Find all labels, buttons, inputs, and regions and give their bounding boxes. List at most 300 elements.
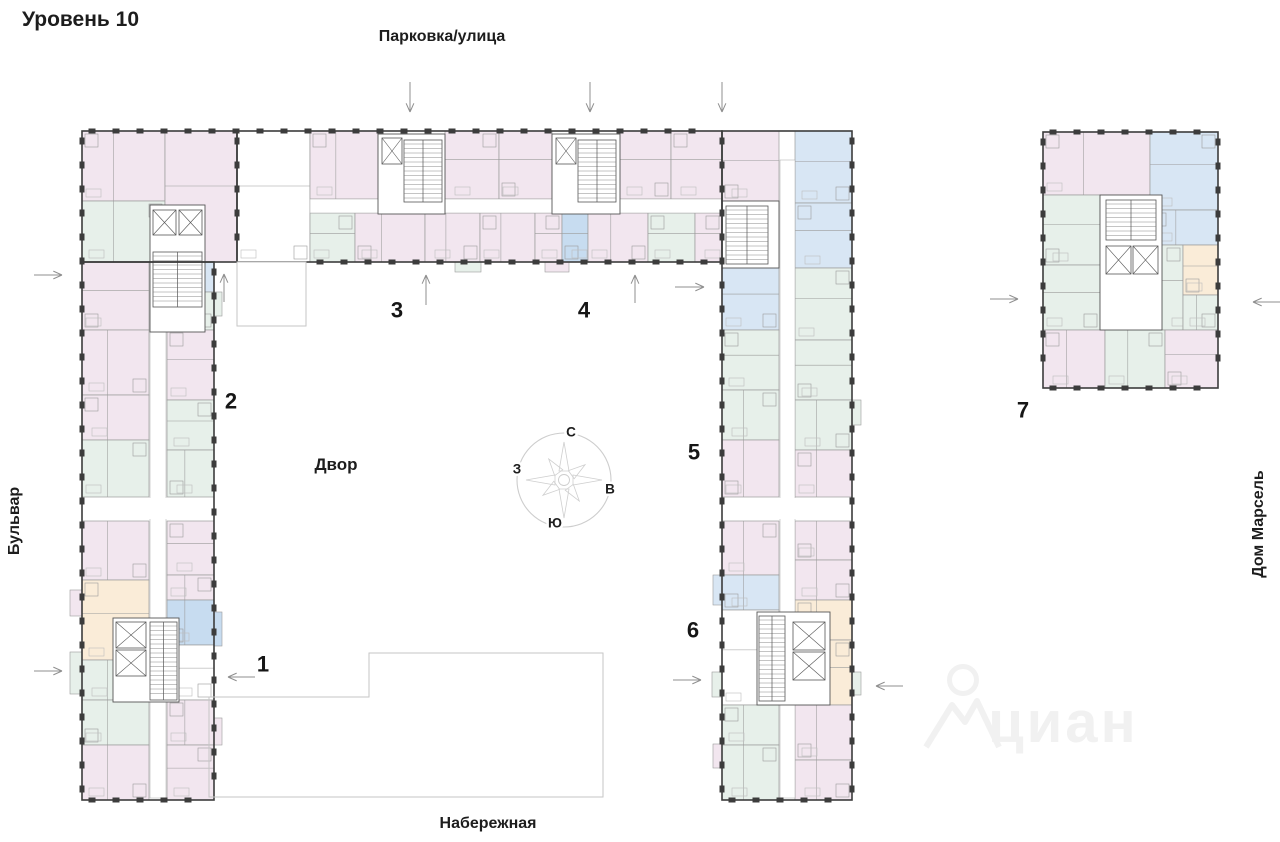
facade-tick xyxy=(80,786,85,793)
facade-tick xyxy=(1041,259,1046,266)
facade-tick xyxy=(161,129,168,134)
facade-tick xyxy=(1041,307,1046,314)
facade-tick xyxy=(473,129,480,134)
facade-tick xyxy=(720,594,725,601)
facade-tick xyxy=(80,498,85,505)
apartment-cell xyxy=(167,700,214,745)
facade-tick xyxy=(212,677,217,684)
facade-tick xyxy=(80,522,85,529)
facade-tick xyxy=(720,402,725,409)
apartment-cell xyxy=(722,575,779,610)
entrance-arrow-left-bottom-head xyxy=(53,671,62,675)
facade-tick xyxy=(720,138,725,145)
corridor xyxy=(310,199,722,213)
facade-tick xyxy=(593,129,600,134)
facade-tick xyxy=(1041,187,1046,194)
facade-tick xyxy=(1041,331,1046,338)
facade-tick xyxy=(137,129,144,134)
entrance-arrow-courtyard-s1-head xyxy=(228,677,237,681)
entrance-arrow-tower-west-head xyxy=(1009,295,1018,299)
facade-tick xyxy=(850,786,855,793)
watermark-text: циан xyxy=(988,690,1139,755)
compass-hub xyxy=(559,475,570,486)
apartment-cell xyxy=(480,213,535,262)
facade-tick xyxy=(212,773,217,780)
facade-tick xyxy=(113,798,120,803)
apartment-cell xyxy=(237,131,310,262)
facade-tick xyxy=(720,690,725,697)
apartment-cell xyxy=(795,203,852,268)
apartment-cell xyxy=(795,268,852,340)
facade-tick xyxy=(1216,259,1221,266)
facade-tick xyxy=(185,798,192,803)
facade-tick xyxy=(212,413,217,420)
entrance-arrow-courtyard-s5-head xyxy=(695,283,704,287)
section-label-2: 2 xyxy=(224,388,238,414)
apartment-cell xyxy=(535,213,562,262)
facade-tick xyxy=(677,260,684,265)
facade-tick xyxy=(1216,235,1221,242)
facade-tick xyxy=(720,354,725,361)
facade-tick xyxy=(80,426,85,433)
facade-tick xyxy=(80,138,85,145)
facade-tick xyxy=(353,129,360,134)
facade-tick xyxy=(720,258,725,265)
level-title: Уровень 10 xyxy=(22,8,140,31)
apartment-cell xyxy=(562,213,588,262)
entrance-arrow-left-top-head xyxy=(53,271,62,275)
entrance-arrow-left-bottom-head xyxy=(53,667,62,671)
facade-tick xyxy=(317,260,324,265)
facade-tick xyxy=(850,546,855,553)
facade-tick xyxy=(80,210,85,217)
facade-tick xyxy=(305,129,312,134)
apartment-cell xyxy=(1043,330,1105,388)
facade-tick xyxy=(545,129,552,134)
apartment-cell xyxy=(1183,295,1218,330)
facade-tick xyxy=(137,798,144,803)
facade-tick xyxy=(80,618,85,625)
apartment-cell xyxy=(795,521,852,560)
facade-tick xyxy=(1074,386,1081,391)
facade-tick xyxy=(850,642,855,649)
facade-tick xyxy=(689,129,696,134)
facade-tick xyxy=(449,129,456,134)
apartment-cell xyxy=(82,700,149,745)
apartment-cell xyxy=(695,213,722,262)
facade-tick xyxy=(777,798,784,803)
facade-tick xyxy=(665,129,672,134)
facade-tick xyxy=(850,738,855,745)
facade-tick xyxy=(437,260,444,265)
facade-tick xyxy=(850,762,855,769)
facade-tick xyxy=(720,498,725,505)
entrance-arrow-down-1-head xyxy=(410,103,414,112)
facade-tick xyxy=(212,293,217,300)
facade-tick xyxy=(80,474,85,481)
apartment-cell xyxy=(795,400,852,450)
facade-tick xyxy=(281,129,288,134)
facade-tick xyxy=(365,260,372,265)
facade-tick xyxy=(850,258,855,265)
balcony xyxy=(455,262,481,272)
label-embankment: Набережная xyxy=(439,815,537,832)
facade-tick xyxy=(1146,130,1153,135)
facade-tick xyxy=(80,450,85,457)
facade-tick xyxy=(720,162,725,169)
facade-tick xyxy=(1098,386,1105,391)
entrance-arrow-courtyard-s4-head xyxy=(635,275,639,284)
apartment-cell xyxy=(167,330,214,400)
facade-tick xyxy=(80,186,85,193)
facade-tick xyxy=(485,260,492,265)
facade-tick xyxy=(257,129,264,134)
apartment-cell xyxy=(795,705,852,760)
facade-tick xyxy=(1122,130,1129,135)
facade-tick xyxy=(80,378,85,385)
facade-tick xyxy=(850,618,855,625)
facade-tick xyxy=(377,129,384,134)
facade-tick xyxy=(521,129,528,134)
facade-tick xyxy=(1194,386,1201,391)
facade-tick xyxy=(212,605,217,612)
entrance-arrow-down-3-head xyxy=(722,103,726,112)
facade-tick xyxy=(720,666,725,673)
facade-tick xyxy=(80,762,85,769)
facade-tick xyxy=(850,498,855,505)
facade-tick xyxy=(80,690,85,697)
facade-tick xyxy=(617,129,624,134)
entrance-arrow-courtyard-s4-head xyxy=(631,275,635,284)
apartment-cell xyxy=(795,340,852,400)
facade-tick xyxy=(1216,163,1221,170)
facade-tick xyxy=(80,258,85,265)
apartment-cell xyxy=(445,131,499,199)
section-label-4: 4 xyxy=(577,297,591,323)
facade-tick xyxy=(850,402,855,409)
apartment-cell xyxy=(1165,330,1218,388)
facade-tick xyxy=(212,341,217,348)
facade-tick xyxy=(425,129,432,134)
section-label-1: 1 xyxy=(256,651,270,677)
compass-letter: В xyxy=(605,481,615,497)
entrance-arrow-courtyard-s6-head xyxy=(692,676,701,680)
facade-tick xyxy=(850,162,855,169)
facade-tick xyxy=(653,260,660,265)
facade-tick xyxy=(605,260,612,265)
apartment-cell xyxy=(795,560,852,600)
facade-tick xyxy=(401,129,408,134)
facade-tick xyxy=(389,260,396,265)
facade-tick xyxy=(720,282,725,289)
facade-tick xyxy=(1216,187,1221,194)
facade-tick xyxy=(80,570,85,577)
facade-tick xyxy=(1216,307,1221,314)
facade-tick xyxy=(89,129,96,134)
facade-tick xyxy=(850,714,855,721)
facade-tick xyxy=(720,714,725,721)
facade-tick xyxy=(80,306,85,313)
entrance-arrow-down-2-head xyxy=(586,103,590,112)
facade-tick xyxy=(212,533,217,540)
apartment-cell xyxy=(82,131,165,201)
section-gap xyxy=(724,498,850,519)
section-label-5: 5 xyxy=(687,439,701,465)
balcony xyxy=(70,652,82,694)
facade-tick xyxy=(212,509,217,516)
facade-tick xyxy=(1050,386,1057,391)
facade-tick xyxy=(212,269,217,276)
facade-tick xyxy=(80,234,85,241)
facade-tick xyxy=(850,186,855,193)
facade-tick xyxy=(720,570,725,577)
facade-tick xyxy=(80,714,85,721)
facade-tick xyxy=(80,642,85,649)
watermark-pin-icon xyxy=(950,667,977,694)
apartment-cell xyxy=(82,330,149,395)
section-gap xyxy=(84,498,212,519)
facade-tick xyxy=(80,666,85,673)
facade-tick xyxy=(1041,283,1046,290)
compass-ray xyxy=(559,442,569,471)
facade-tick xyxy=(212,653,217,660)
facade-tick xyxy=(850,378,855,385)
apartment-cell xyxy=(795,760,852,800)
label-parking-street: Парковка/улица xyxy=(378,28,506,45)
apartment-cell xyxy=(425,213,480,262)
entrance-arrow-courtyard-s6-head xyxy=(692,680,701,684)
apartment-cell xyxy=(722,521,779,575)
entrance-arrow-courtyard-s2-head xyxy=(224,274,228,283)
facade-tick xyxy=(720,522,725,529)
apartment-cell xyxy=(722,268,779,330)
facade-tick xyxy=(1041,235,1046,242)
facade-tick xyxy=(533,260,540,265)
facade-tick xyxy=(720,642,725,649)
entrance-arrow-left-top-head xyxy=(53,275,62,279)
compass-letter: З xyxy=(512,461,522,477)
facade-tick xyxy=(80,738,85,745)
facade-tick xyxy=(461,260,468,265)
apartment-cell xyxy=(795,450,852,497)
facade-tick xyxy=(185,129,192,134)
facade-tick xyxy=(1216,139,1221,146)
facade-tick xyxy=(720,306,725,313)
apartment-cell xyxy=(671,131,722,199)
facade-tick xyxy=(720,426,725,433)
apartment-cell xyxy=(722,745,779,800)
entrance-arrow-east-s6-head xyxy=(876,686,885,690)
apartment-cell xyxy=(722,440,779,497)
facade-tick xyxy=(233,129,240,134)
facade-tick xyxy=(850,330,855,337)
compass-ray xyxy=(559,489,569,518)
facade-tick xyxy=(497,129,504,134)
facade-tick xyxy=(341,260,348,265)
facade-tick xyxy=(1170,130,1177,135)
apartment-cell xyxy=(82,521,149,580)
facade-tick xyxy=(1216,331,1221,338)
section-label-7: 7 xyxy=(1016,397,1030,423)
apartment-cell xyxy=(82,440,149,497)
facade-tick xyxy=(720,546,725,553)
facade-tick xyxy=(80,546,85,553)
entrance-arrow-tower-east-head xyxy=(1253,298,1262,302)
facade-tick xyxy=(1146,386,1153,391)
compass-letter: Ю xyxy=(548,515,562,531)
section-label-6: 6 xyxy=(686,617,700,643)
label-dom-marsel: Дом Марсель xyxy=(1250,470,1267,578)
entrance-arrow-down-2-head xyxy=(590,103,594,112)
label-courtyard: Двор xyxy=(314,455,358,474)
label-boulevard: Бульвар xyxy=(6,486,23,556)
facade-tick xyxy=(1041,163,1046,170)
apartment-cell xyxy=(722,705,779,745)
facade-tick xyxy=(212,365,217,372)
facade-tick xyxy=(1170,386,1177,391)
facade-tick xyxy=(850,426,855,433)
facade-tick xyxy=(80,162,85,169)
facade-tick xyxy=(235,234,240,241)
entrance-arrow-courtyard-s1-head xyxy=(228,673,237,677)
facade-tick xyxy=(161,798,168,803)
apartment-cell xyxy=(588,213,648,262)
apartment-cell xyxy=(795,131,852,203)
facade-tick xyxy=(850,522,855,529)
facade-tick xyxy=(212,749,217,756)
facade-tick xyxy=(235,138,240,145)
apartment-cell xyxy=(1043,195,1100,265)
facade-tick xyxy=(720,186,725,193)
facade-tick xyxy=(235,186,240,193)
facade-tick xyxy=(720,210,725,217)
facade-tick xyxy=(1074,130,1081,135)
facade-tick xyxy=(212,725,217,732)
section-label-3: 3 xyxy=(390,297,404,323)
entrance-arrow-courtyard-s3-head xyxy=(426,275,430,284)
apartment-cell xyxy=(167,450,214,497)
facade-tick xyxy=(1216,283,1221,290)
facade-tick xyxy=(850,210,855,217)
facade-tick xyxy=(557,260,564,265)
facade-tick xyxy=(720,378,725,385)
compass-letter: С xyxy=(566,424,576,440)
apartment-cell xyxy=(1043,265,1100,330)
facade-tick xyxy=(850,474,855,481)
facade-tick xyxy=(212,581,217,588)
facade-tick xyxy=(80,594,85,601)
corridor xyxy=(150,262,166,798)
apartment-cell xyxy=(1105,330,1165,388)
entrance-arrow-tower-west-head xyxy=(1009,299,1018,303)
facade-tick xyxy=(850,450,855,457)
facade-tick xyxy=(720,234,725,241)
apartment-cell xyxy=(82,262,149,330)
facade-tick xyxy=(850,666,855,673)
facade-tick xyxy=(701,260,708,265)
facade-tick xyxy=(1194,130,1201,135)
apartment-cell xyxy=(355,213,425,262)
facade-tick xyxy=(80,330,85,337)
facade-tick xyxy=(850,570,855,577)
facade-tick xyxy=(825,798,832,803)
facade-tick xyxy=(509,260,516,265)
apartment-cell xyxy=(722,131,779,201)
facade-tick xyxy=(1098,130,1105,135)
facade-tick xyxy=(212,461,217,468)
apartment-cell xyxy=(620,131,671,199)
facade-tick xyxy=(720,330,725,337)
facade-tick xyxy=(569,129,576,134)
facade-tick xyxy=(850,282,855,289)
facade-tick xyxy=(1216,355,1221,362)
facade-tick xyxy=(80,354,85,361)
facade-tick xyxy=(720,450,725,457)
facade-tick xyxy=(581,260,588,265)
facade-tick xyxy=(212,317,217,324)
facade-tick xyxy=(720,474,725,481)
facade-tick xyxy=(850,138,855,145)
facade-tick xyxy=(801,798,808,803)
facade-tick xyxy=(113,129,120,134)
facade-tick xyxy=(235,162,240,169)
facade-tick xyxy=(235,210,240,217)
facade-tick xyxy=(850,234,855,241)
facade-tick xyxy=(720,618,725,625)
apartment-cell xyxy=(499,131,552,199)
apartment-cell xyxy=(310,213,355,262)
terrace-outline xyxy=(237,262,306,326)
facade-tick xyxy=(209,129,216,134)
facade-tick xyxy=(212,485,217,492)
facade-tick xyxy=(720,786,725,793)
facade-tick xyxy=(1041,139,1046,146)
entrance-arrow-down-3-head xyxy=(718,103,722,112)
entrance-arrow-down-1-head xyxy=(406,103,410,112)
entrance-arrow-east-s6-head xyxy=(876,682,885,686)
facade-tick xyxy=(729,798,736,803)
facade-tick xyxy=(329,129,336,134)
facade-tick xyxy=(1041,355,1046,362)
apartment-cell xyxy=(82,745,149,800)
facade-tick xyxy=(629,260,636,265)
entrance-arrow-courtyard-s5-head xyxy=(695,287,704,291)
facade-tick xyxy=(89,798,96,803)
facade-tick xyxy=(212,629,217,636)
facade-tick xyxy=(212,389,217,396)
facade-tick xyxy=(850,354,855,361)
facade-tick xyxy=(720,762,725,769)
entrance-arrow-tower-east-head xyxy=(1253,302,1262,306)
facade-tick xyxy=(1041,211,1046,218)
apartment-cell xyxy=(310,131,378,199)
facade-tick xyxy=(850,306,855,313)
facade-tick xyxy=(753,798,760,803)
facade-tick xyxy=(720,738,725,745)
facade-tick xyxy=(212,557,217,564)
facade-tick xyxy=(80,282,85,289)
facade-tick xyxy=(850,594,855,601)
facade-tick xyxy=(641,129,648,134)
facade-tick xyxy=(212,437,217,444)
facade-tick xyxy=(1050,130,1057,135)
facade-tick xyxy=(1122,386,1129,391)
entrance-arrow-courtyard-s2-head xyxy=(220,274,224,283)
compass-ray xyxy=(526,475,555,485)
apartment-cell xyxy=(1183,245,1218,295)
facade-tick xyxy=(1216,211,1221,218)
facade-tick xyxy=(80,402,85,409)
